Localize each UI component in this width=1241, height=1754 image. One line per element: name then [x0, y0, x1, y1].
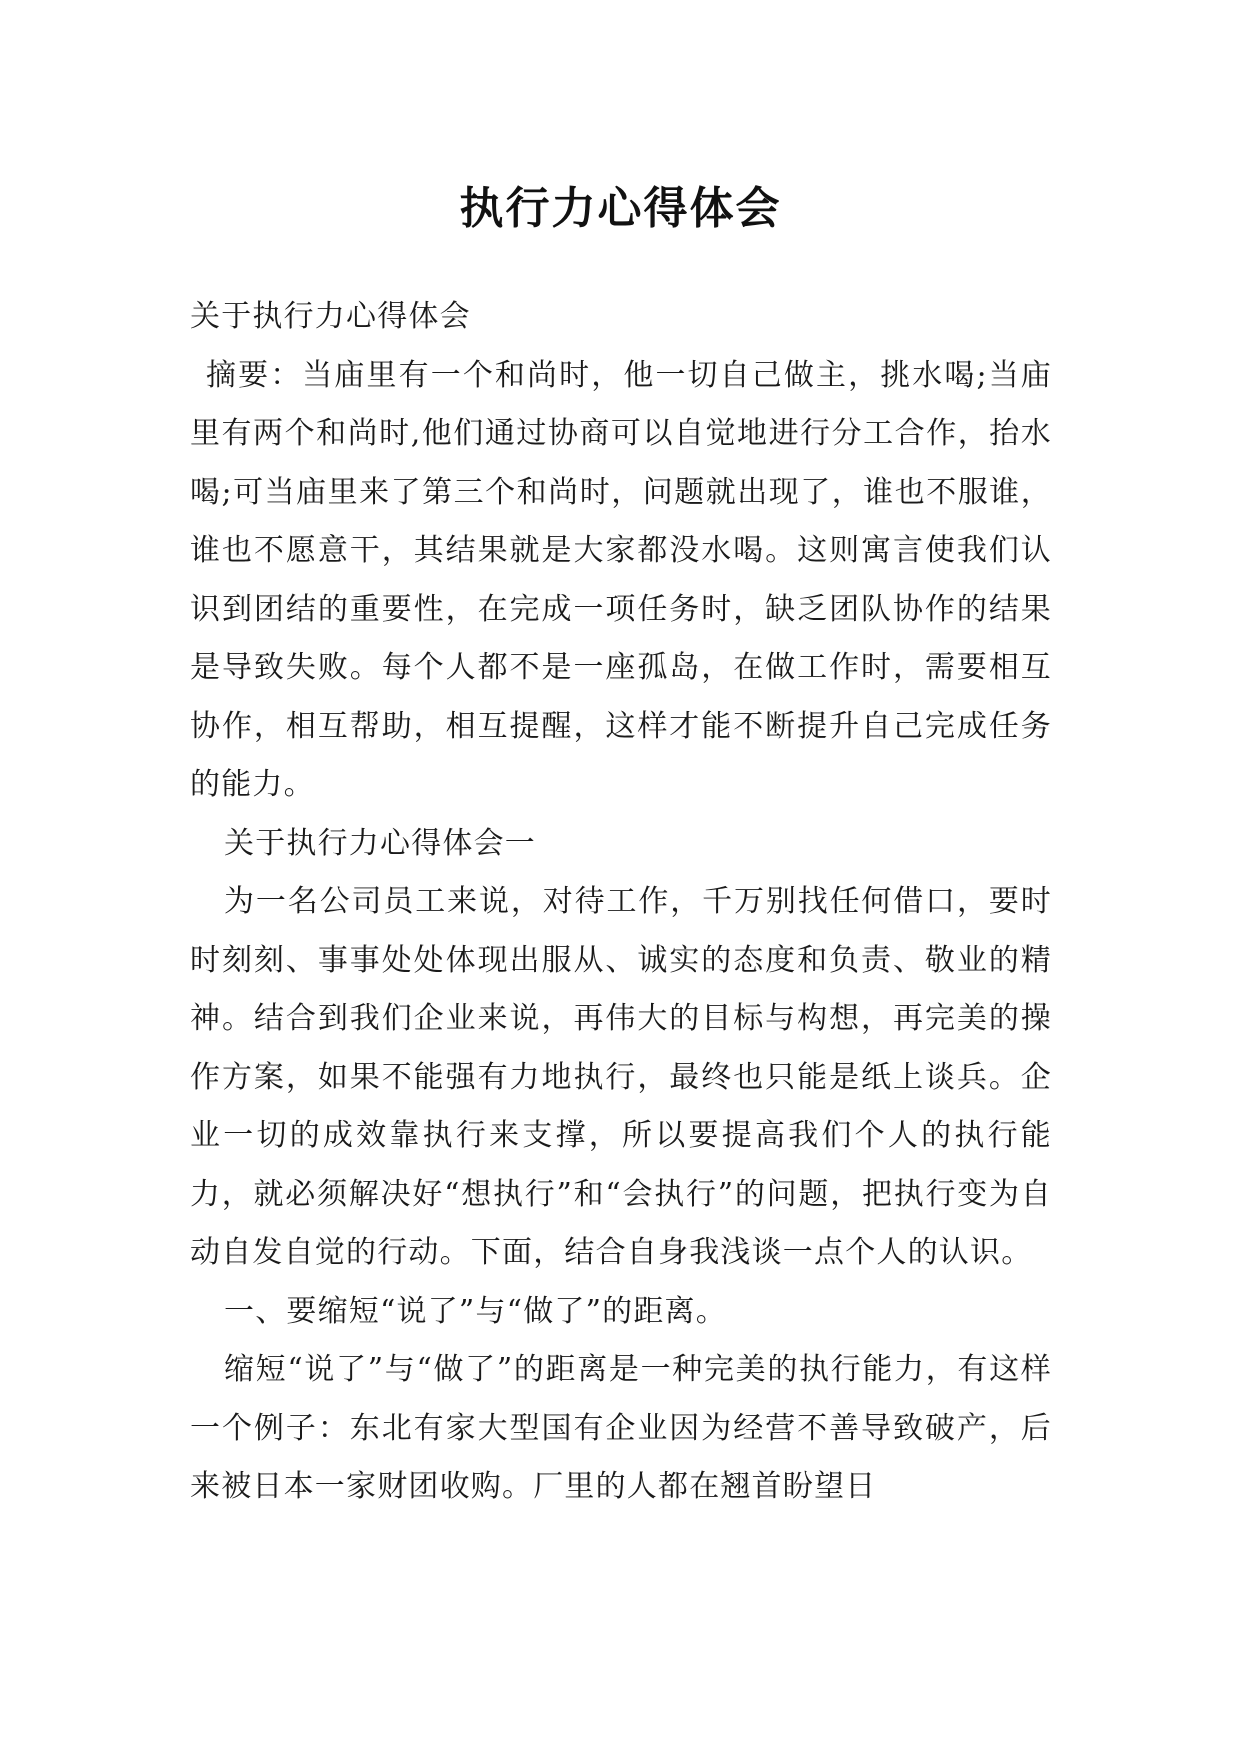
point-heading-paragraph: 一、要缩短“说了”与“做了”的距离。	[224, 1293, 727, 1329]
body-paragraph: 缩短“说了”与“做了”的距离是一种完美的执行能力，有这样一个例子：东北有家大型国有企业因为经营不善导致破产，后来被日本一家财团收购。厂里的人都在翘首盼望日	[190, 1352, 1052, 1504]
abstract-paragraph: 摘要：当庙里有一个和尚时，他一切自己做主，挑水喝;当庙里有两个和尚时,他们通过协商可以自觉地进行分工合作，抬水喝;可当庙里来了第三个和尚时，问题就出现了，谁也不服谁，谁也不愿意干，其结果就是大家都没水喝。这则寓言使我们认识到团结的重要性，在完成一项任务时，缺乏团队协作的结果是导致失败。每个人都不是一座孤岛，在做工作时，需要相互协作，相互帮助，相互提醒，这样才能不断提升自己完成任务的能力。	[190, 357, 1052, 802]
document-body	[190, 288, 1052, 1517]
body-paragraph: 为一名公司员工来说，对待工作，千万别找任何借口，要时时刻刻、事事处处体现出服从、诚实的态度和负责、敬业的精神。结合到我们企业来说，再伟大的目标与构想，再完美的操作方案，如果不能强有力地执行，最终也只能是纸上谈兵。企业一切的成效靠执行来支撑，所以要提高我们个人的执行能力，就必须解决好“想执行”和“会执行”的问题，把执行变为自动自发自觉的行动。下面，结合自身我浅谈一点个人的认识。	[190, 884, 1052, 1270]
section-heading-paragraph: 关于执行力心得体会一	[224, 825, 536, 861]
document-title: 执行力心得体会	[459, 183, 782, 235]
subtitle-paragraph: 关于执行力心得体会	[190, 299, 471, 334]
